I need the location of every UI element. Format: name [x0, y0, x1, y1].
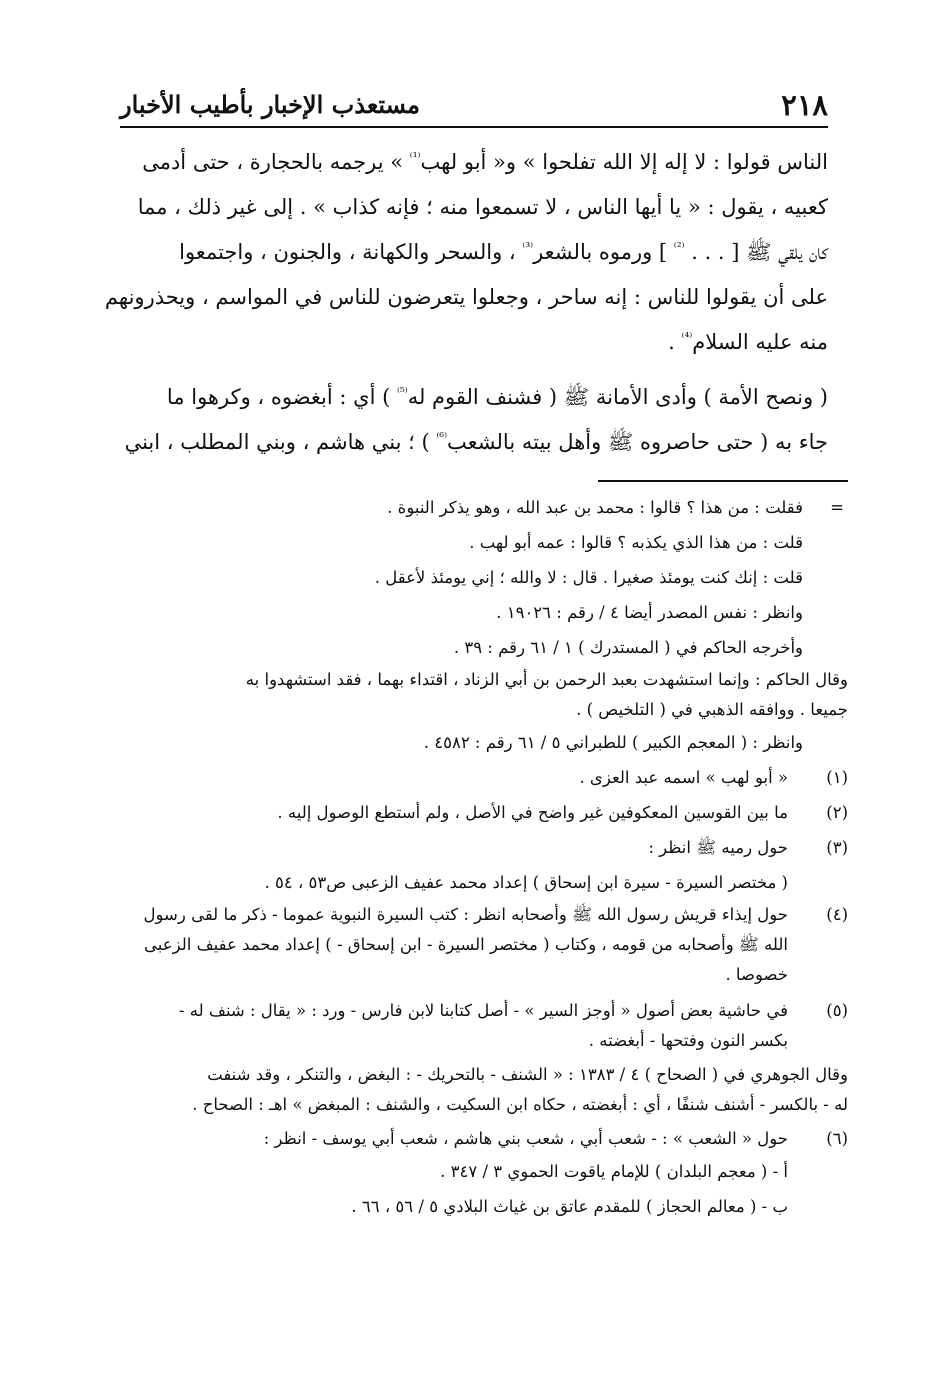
page-number: ٢١٨: [781, 88, 828, 122]
main-line: كان يلقي ﷺ [ . . . $^{^{(2)}}$ ] ورموه بالشعر$^{^{(3)}}$ ، والسحر والكهانة ، والجنون ، واجتمعوا: [179, 240, 828, 264]
header-rule: [120, 126, 828, 128]
footnote-continuation-line: وقال الحاكم : وإنما استشهدت بعبد الرحمن بن أبي الزناد ، اقتداء بهما ، فقد استشهدوا به: [245, 670, 848, 689]
footnote-6: (٦) حول « الشعب » : - شعب أبي ، شعب بني هاشم ، شعب أبي يوسف - انظر : أ - ( معجم البلدان ) للإمام ياقوت الحموي ٣ / ٣٤٧ . ب - ( معالم الحجاز ) للمقدم عاتق بن غياث البلادي ٥ / ٥٦ ، ٦٦ .: [106, 1124, 848, 1224]
footnote-continuation-line: وانظر : نفس المصدر أيضا ٤ / رقم : ١٩٠٢٦ .: [496, 603, 803, 622]
footnote-number: (٤): [826, 905, 848, 924]
footnote-continuation-line: قلت : من هذا الذي يكذبه ؟ قالوا : عمه أبو لهب .: [469, 533, 803, 552]
footnote-rule: [598, 480, 848, 482]
footnote-number: (١): [826, 768, 848, 787]
footnote-4: (٤) حول إيذاء قريش رسول الله ﷺ وأصحابه انظر : كتب السيرة النبوية عموما - ذكر ما لقى رسول الله ﷺ وأصحابه من قومه ، وكتاب ( مختصر السيرة - ابن إسحاق - ) إعداد محمد عفيف الزعبى خصوصا .: [106, 900, 848, 990]
footnote-3: (٣) حول رميه ﷺ انظر : ( مختصر السيرة - سيرة ابن إسحاق ) إعداد محمد عفيف الزعبى ص٥٣ ، ٥٤ .: [106, 830, 848, 900]
footnote-number: (٥): [826, 1001, 848, 1020]
footnote-number: (٢): [826, 803, 848, 822]
footnote-number: (٦): [826, 1129, 848, 1148]
footnote-continuation-line: = فقلت : من هذا ؟ قالوا : محمد بن عبد الله ، وهو يذكر النبوة .: [106, 490, 848, 525]
page-header: [120, 84, 828, 130]
footnote-5: (٥) في حاشية بعض أصول « أوجز السير » - أصل كتابنا لابن فارس - ورد : « يقال : شنف له - بكسر النون وفتحها - أبغضته . وقال الجوهري في ( الصحاح ) ٤ / ١٣٨٣ : « الشنف - بالتحريك - : البغض ، والتنكر ، وقد شنفت له - بالكسر - أشنف شنفًا ، أي : أبغضته ، حكاه ابن السكيت ، والشنف : المبغض » اهـ : الصحاح .: [106, 996, 848, 1120]
main-line: منه عليه السلام$^{^{(4)}}$ .: [668, 330, 828, 354]
main-text: [104, 140, 828, 465]
footnote-number: (٣): [826, 838, 848, 857]
main-line: على أن يقولوا للناس : إنه ساحر ، وجعلوا يتعرضون للناس في المواسم ، ويحذرونهم: [104, 285, 828, 309]
footnote-1: (١) « أبو لهب » اسمه عبد العزى .: [106, 760, 848, 795]
continuation-mark: =: [830, 498, 844, 517]
main-line: جاء به ( حتى حاصروه ﷺ وأهل بيته بالشعب$^{^{(6)}}$ ) ؛ بني هاشم ، وبني المطلب ، ابني: [124, 430, 828, 454]
footnotes: [106, 490, 848, 1224]
footnote-continuation-line: وأخرجه الحاكم في ( المستدرك ) ١ / ٦١ رقم : ٣٩ .: [453, 638, 803, 657]
main-line: ( ونصح الأمة ) وأدى الأمانة ﷺ ( فشنف القوم له$^{^{(5)}}$ ) أي : أبغضوه ، وكرهوا ما: [166, 385, 828, 409]
main-line: الناس قولوا : لا إله إلا الله تفلحوا » و« أبو لهب$^{^{(1)}}$ » يرجمه بالحجارة ، حتى أدمى: [142, 150, 828, 174]
footnote-2: (٢) ما بين القوسين المعكوفين غير واضح في الأصل ، ولم أستطع الوصول إليه .: [106, 795, 848, 830]
footnote-continuation-line: وانظر : ( المعجم الكبير ) للطبراني ٥ / ٦١ رقم : ٤٥٨٢ .: [423, 733, 803, 752]
footnote-continuation-line: جميعا . ووافقه الذهبي في ( التلخيص ) .: [576, 700, 848, 719]
footnote-continuation-line: قلت : إنك كنت يومئذ صغيرا . قال : لا والله ؛ إني يومئذ لأعقل .: [374, 568, 803, 587]
running-title: مستعذب الإخبار بأطيب الأخبار: [120, 90, 420, 119]
main-line: كعبيه ، يقول : « يا أيها الناس ، لا تسمعوا منه ؛ فإنه كذاب » . إلى غير ذلك ، مما: [137, 195, 828, 219]
